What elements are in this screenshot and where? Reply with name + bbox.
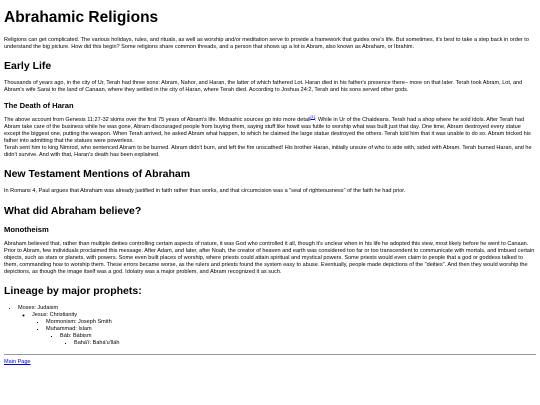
new-testament-paragraph: In Romans 4, Paul argues that Abraham was already justified in faith rather than works, and that circumcision was a "seal of righteousness" of the faith he had prior. [4, 188, 406, 195]
page-title: Abrahamic Religions [4, 9, 159, 26]
death-of-haran-text-1: The above account from Genesis 11:27-32 skims over the first 75 years of Abram's life. Midrashic sources go into more detail [4, 117, 311, 124]
heading-new-testament-mentions: New Testament Mentions of Abraham [4, 168, 191, 181]
monotheism-paragraph: Abraham believed that, rather than multiple deities controlling certain aspects of nature, it was God who controlled it all, though it's unclear when in his life he adopted this view, most likely before he went to Canaan. Prior to Abram, few individuals proclaimed this message. After Adam, and later, after Noah, the creator of heaven and earth was considered too far or too transcendent to communicate with mortals, and imbued certain objects, such as stars or planets, with powers. Some even built places of worship, where priests could attain spiritual and mystical powers. Some priests would even claim to people that a god or goddess talked to them, commanding how to worship them. These errors became worse, as the rulers and priests found the system easy to abuse. Eventually, people made depictions of the "deities". And then they would worship the depictions, as though the image itself was a god. Idolatry was a major problem, and Abram recognized it as such. [4, 240, 535, 275]
list-item [60, 333, 536, 347]
death-of-haran-text-2: : While in Ur of the Chaldeans. Terah had a shop where he sold idols. After Terah had Abram take care of the business while he was gone, Abram discouraged people from buying them, saying stuff like howit was futile to worship what was built just that day. One time, Abram destroyed every statue except the biggest one, putting the weapon. When Terah arrived, he asked Abram what happen, to which he claimed the large statue destroyed the others. Terah told him that it was unable to do so. Abram tricked his father into admitting that the statues were powerless. [4, 117, 531, 145]
lineage-mormonism: Mormonism: Joseph Smith [46, 318, 112, 325]
intro-paragraph: Religions can get complicated. The various holidays, rules, and rituals, as well as worship and/or meditation serve to provide a framework that guides one's life. But sometimes, it's best to take a step back in order to understand the big picture. How did this begin? Some religions share common threads, and a person that shows up a lot is Abram, also known as Abraham, or Ibrahim. [4, 37, 529, 51]
lineage-sublist [32, 319, 536, 347]
list-item [74, 340, 536, 347]
lineage-bahai: Bahá'í: Bahá'u'lláh [74, 339, 120, 346]
lineage-muhammad: Muhammad: Islam [46, 325, 92, 332]
death-of-haran-text-3: Terah sent him to king Nimrod, who sentenced Abram to be burned. Abram didn't burn, and left the fire unscathed! His brother Haran, initially unsure of who to side with, sided with Abram. Terah burned Haran, and he didn't survive. And with that, Haran's death has been explained. [4, 145, 532, 159]
heading-lineage: Lineage by major prophets: [4, 284, 142, 297]
list-item [46, 326, 536, 347]
lineage-jesus: Jesus: Christianity [32, 311, 78, 318]
lineage-bab: Báb: Bábism [60, 332, 92, 339]
lineage-list [4, 305, 536, 347]
lineage-moses: Moses: Judaism [18, 304, 59, 311]
lineage-sublist [18, 312, 536, 347]
lineage-sublist [60, 340, 536, 347]
heading-monotheism: Monotheism [4, 224, 49, 234]
early-life-paragraph: Thousands of years ago, in the city of Ur, Terah had three sons: Abram, Nahor, and Haran, the latter of which fathered Lot. Haran died in his father's presence there– more on that later. Terah took Abram, Lot, and Abram's wife Sarai to the land of Canaan, where they settled in the city of Haran, where Terah died. According to Joshua 24:2, Terah and his sons served other gods. [4, 80, 523, 94]
lineage-sublist [46, 333, 536, 347]
heading-death-of-haran: The Death of Haran [4, 101, 74, 111]
footnote-ref-link[interactable]: [1] [310, 114, 315, 120]
list-item [46, 319, 536, 326]
list-item [18, 305, 536, 347]
main-page-link[interactable]: Main Page [4, 359, 31, 366]
footer [4, 359, 536, 366]
heading-what-did-abraham-believe: What did Abraham believe? [4, 204, 142, 217]
footer-divider [4, 354, 536, 355]
death-of-haran-paragraph [4, 114, 536, 159]
list-item [32, 312, 536, 347]
heading-early-life: Early Life [4, 60, 52, 73]
